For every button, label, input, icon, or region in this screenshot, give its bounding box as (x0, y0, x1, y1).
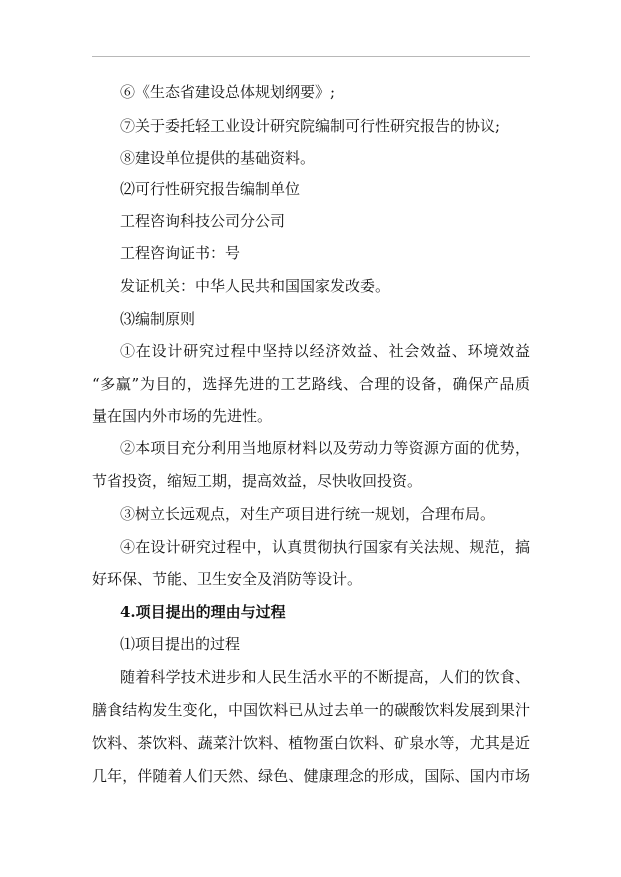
paragraph-line-2: 膳食结构发生变化，中国饮料已从过去单一的碳酸饮料发展到果汁 (92, 701, 530, 719)
subheading-process: ⑴项目提出的过程 (120, 635, 241, 653)
compiler-name: 工程咨询科技公司分公司 (120, 212, 286, 230)
reference-item-6: ⑥《生态省建设总体规划纲要》; (120, 83, 336, 101)
section-heading-4: 4.项目提出的理由与过程 (120, 603, 286, 621)
paragraph-line-1: 随着科学技术进步和人民生活水平的不断提高，人们的饮食、 (120, 668, 530, 686)
section-heading-principles: ⑶编制原则 (120, 310, 196, 328)
principle-3: ③树立长远观点，对生产项目进行统一规划，合理布局。 (120, 505, 496, 523)
issuing-authority: 发证机关：中华人民共和国国家发改委。 (120, 277, 391, 295)
principle-2-line-2: 节省投资，缩短工期，提高效益，尽快收回投资。 (92, 472, 423, 490)
principle-1-line-1: ①在设计研究过程中坚持以经济效益、社会效益、环境效益 (120, 342, 530, 360)
paragraph-line-4: 几年，伴随着人们天然、绿色、健康理念的形成，国际、国内市场 (92, 767, 530, 785)
principle-2-line-1: ②本项目充分利用当地原材料以及劳动力等资源方面的优势， (120, 439, 530, 457)
principle-4-line-1: ④在设计研究过程中，认真贯彻执行国家有关法规、规范，搞 (120, 538, 530, 556)
paragraph-line-3: 饮料、茶饮料、蔬菜汁饮料、植物蛋白饮料、矿泉水等，尤其是近 (92, 734, 530, 752)
principle-4-line-2: 好环保、节能、卫生安全及消防等设计。 (92, 570, 363, 588)
reference-item-8: ⑧建设单位提供的基础资料。 (120, 149, 316, 167)
reference-item-7: ⑦关于委托轻工业设计研究院编制可行性研究报告的协议; (120, 117, 501, 135)
section-heading-compiler: ⑵可行性研究报告编制单位 (120, 180, 301, 198)
certificate-number: 工程咨询证书：号 (120, 244, 241, 262)
principle-1-line-3: 量在国内外市场的先进性。 (92, 407, 273, 425)
principle-1-line-2: “多赢”为目的，选择先进的工艺路线、合理的设备，确保产品质 (92, 375, 530, 393)
header-rule (92, 56, 530, 57)
